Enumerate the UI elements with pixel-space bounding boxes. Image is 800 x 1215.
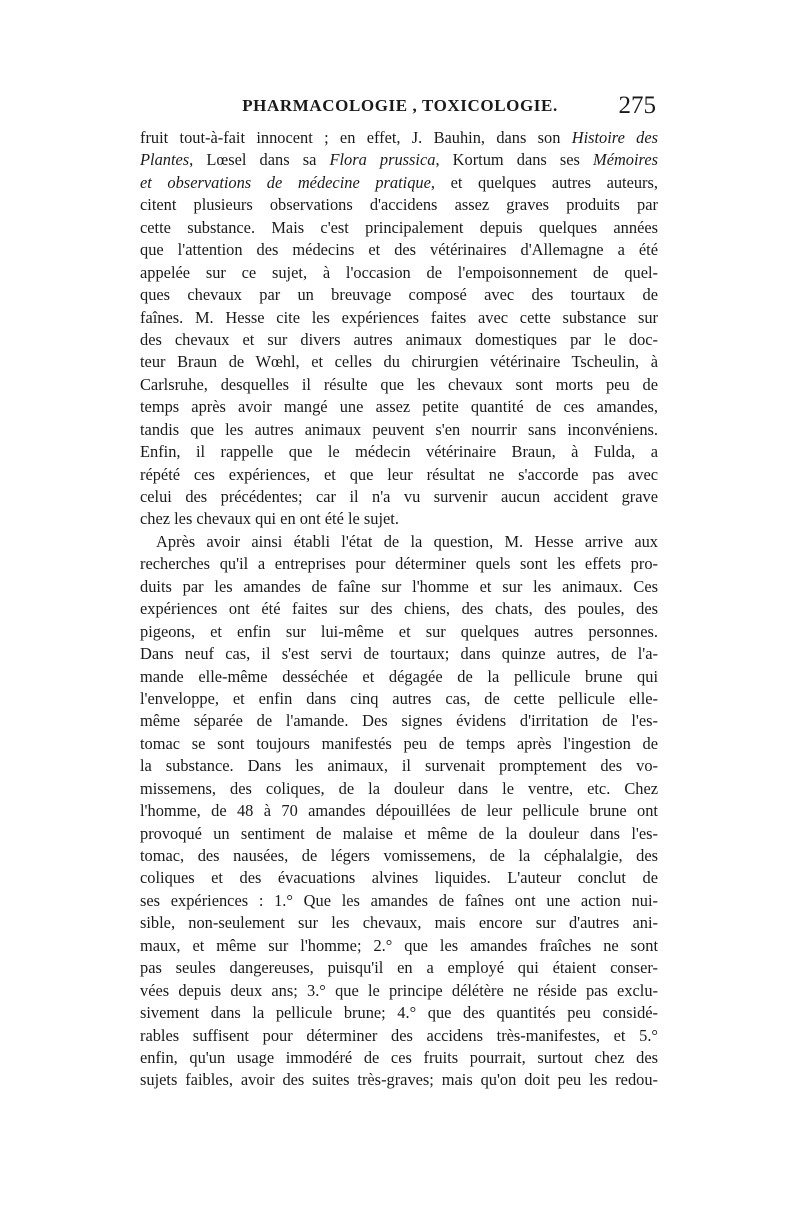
- text-line: [140, 666, 658, 688]
- text-run: celui des précédentes; car il n'a vu survenir aucun accident grave: [140, 487, 658, 506]
- text-line: [140, 643, 658, 665]
- text-run: tomac se sont toujours manifestés peu de temps après l'ingestion de: [140, 733, 658, 753]
- italic-text: et observations de médecine pratique: [140, 172, 431, 192]
- text-run: des chevaux et sur divers autres animaux domestiques par le doc-: [140, 329, 658, 349]
- text-run: Enfin, il rappelle que le médecin vétérinaire Braun, à Fulda, a: [140, 442, 658, 462]
- text-run: teur Braun de Wœhl, et celles du chirurgien vétérinaire Tscheulin, à: [140, 352, 658, 372]
- body-text: [140, 127, 658, 1092]
- text-run: Après avoir ainsi établi l'état de la question, M. Hesse arrive aux: [156, 531, 658, 551]
- text-run: mande elle-même desséchée et dégagée de la pellicule brune qui: [140, 666, 658, 686]
- text-run: sivement dans la pellicule brune; 4.° que des quantités peu considé-: [140, 1003, 658, 1023]
- text-line: [140, 441, 658, 463]
- text-run: ses expériences : 1.° Que les amandes de faînes ont une action nui-: [140, 890, 658, 910]
- text-run: chez les chevaux qui en ont été le sujet.: [140, 509, 399, 529]
- text-line: [140, 194, 658, 216]
- text-line: [140, 149, 658, 171]
- text-run: vées depuis deux ans; 3.° que le principe délétère ne réside pas exclu-: [140, 980, 658, 1000]
- text-line: [140, 710, 658, 732]
- text-line: [140, 419, 658, 441]
- text-line: [140, 307, 658, 329]
- text-line: [140, 778, 658, 800]
- text-run: même séparée de l'amande. Des signes évidens d'irritation de l'es-: [140, 711, 658, 731]
- text-run: la substance. Dans les animaux, il survenait promptement des vo-: [140, 756, 658, 776]
- text-run: pigeons, et enfin sur lui-même et sur quelques autres personnes.: [140, 621, 658, 641]
- text-run: Dans neuf cas, il s'est servi de tourtaux; dans quinze autres, de l'a-: [140, 644, 658, 664]
- italic-text: Plantes: [140, 150, 190, 170]
- text-line: [140, 374, 658, 396]
- text-run: citent plusieurs observations d'accidens assez graves produits par: [140, 195, 658, 215]
- text-line: [140, 1047, 658, 1069]
- text-line: [140, 845, 658, 867]
- text-run: recherches qu'il a entreprises pour déterminer quels sont les effets pro-: [140, 554, 658, 574]
- text-run: tomac, des nausées, de légers vomissemens, de la céphalalgie, des: [140, 846, 658, 865]
- text-line: [140, 127, 658, 149]
- text-line: [140, 553, 658, 575]
- text-line: [140, 598, 658, 620]
- text-line: [140, 980, 658, 1002]
- text-run: , Lœsel dans sa: [189, 150, 330, 170]
- text-run: ques chevaux par un breuvage composé avec des tourtaux de: [140, 285, 658, 305]
- text-run: que l'attention des médecins et des vétérinaires d'Allemagne a été: [140, 240, 658, 260]
- text-line: [140, 284, 658, 306]
- text-run: duits par les amandes de faîne sur l'homme et sur les animaux. Ces: [140, 576, 658, 596]
- text-line: [140, 351, 658, 373]
- text-run: temps après avoir mangé une assez petite quantité de ces amandes,: [140, 397, 658, 417]
- text-line: [140, 396, 658, 418]
- text-run: provoqué un sentiment de malaise et même de la douleur dans l'es-: [140, 823, 658, 843]
- text-run: maux, et même sur l'homme; 2.° que les amandes fraîches ne sont: [140, 935, 658, 955]
- text-line: [140, 1025, 658, 1047]
- text-line: [140, 329, 658, 351]
- text-line: [140, 867, 658, 889]
- text-run: l'enveloppe, et enfin dans cinq autres cas, de cette pellicule elle-: [140, 688, 658, 708]
- text-line: [140, 262, 658, 284]
- italic-text: Histoire des: [571, 128, 658, 147]
- text-line: [140, 800, 658, 822]
- text-run: Carlsruhe, desquelles il résulte que les chevaux sont morts peu de: [140, 374, 658, 394]
- running-head: [140, 92, 660, 122]
- running-title: PHARMACOLOGIE , TOXICOLOGIE.: [242, 96, 558, 115]
- text-run: faînes. M. Hesse cite les expériences faites avec cette substance sur: [140, 307, 658, 327]
- text-line: [140, 239, 658, 261]
- text-line: [140, 217, 658, 239]
- text-line: [140, 531, 658, 553]
- text-run: pas seules dangereuses, puisqu'il en a employé qui étaient conser-: [140, 958, 658, 978]
- text-run: tandis que les autres animaux peuvent s'en nourrir sans inconvéniens.: [140, 419, 658, 439]
- text-run: appelée sur ce sujet, à l'occasion de l'empoisonnement de quel-: [140, 262, 658, 282]
- text-run: , et quelques autres auteurs,: [430, 172, 658, 192]
- text-line: [140, 957, 658, 979]
- text-line: [140, 733, 658, 755]
- text-line: [140, 823, 658, 845]
- text-line: [140, 890, 658, 912]
- text-run: sujets faibles, avoir des suites très-graves; mais qu'on doit peu les redou-: [140, 1070, 658, 1090]
- italic-text: Flora prussica: [329, 150, 436, 170]
- text-run: expériences ont été faites sur des chiens, des chats, des poules, des: [140, 599, 658, 619]
- text-run: missemens, des coliques, de la douleur dans le ventre, etc. Chez: [140, 778, 658, 798]
- page-number: 275: [618, 92, 656, 119]
- text-line: [140, 464, 658, 486]
- text-line: [140, 621, 658, 643]
- italic-text: Mémoires: [593, 150, 658, 170]
- text-run: coliques et des évacuations alvines liquides. L'auteur conclut de: [140, 868, 658, 888]
- text-run: sible, non-seulement sur les chevaux, mais encore sur d'autres ani-: [140, 913, 658, 933]
- text-line: [140, 755, 658, 777]
- text-run: fruit tout-à-fait innocent ; en effet, J. Bauhin, dans son: [140, 128, 572, 147]
- text-line: [140, 1002, 658, 1024]
- text-run: répété ces expériences, et que leur résultat ne s'accorde pas avec: [140, 464, 658, 484]
- text-line: [140, 576, 658, 598]
- text-line: [140, 688, 658, 710]
- text-run: , Kortum dans ses: [435, 150, 594, 170]
- text-run: l'homme, de 48 à 70 amandes dépouillées de leur pellicule brune ont: [140, 801, 658, 821]
- text-run: cette substance. Mais c'est principalement depuis quelques années: [140, 217, 658, 237]
- text-line: [140, 935, 658, 957]
- text-line: [140, 486, 658, 508]
- text-line: [140, 172, 658, 194]
- text-run: rables suffisent pour déterminer des accidens très-manifestes, et 5.°: [140, 1025, 658, 1045]
- text-line: [140, 508, 658, 530]
- text-line: [140, 1069, 658, 1091]
- text-run: enfin, qu'un usage immodéré de ces fruits pourrait, surtout chez des: [140, 1047, 658, 1067]
- text-line: [140, 912, 658, 934]
